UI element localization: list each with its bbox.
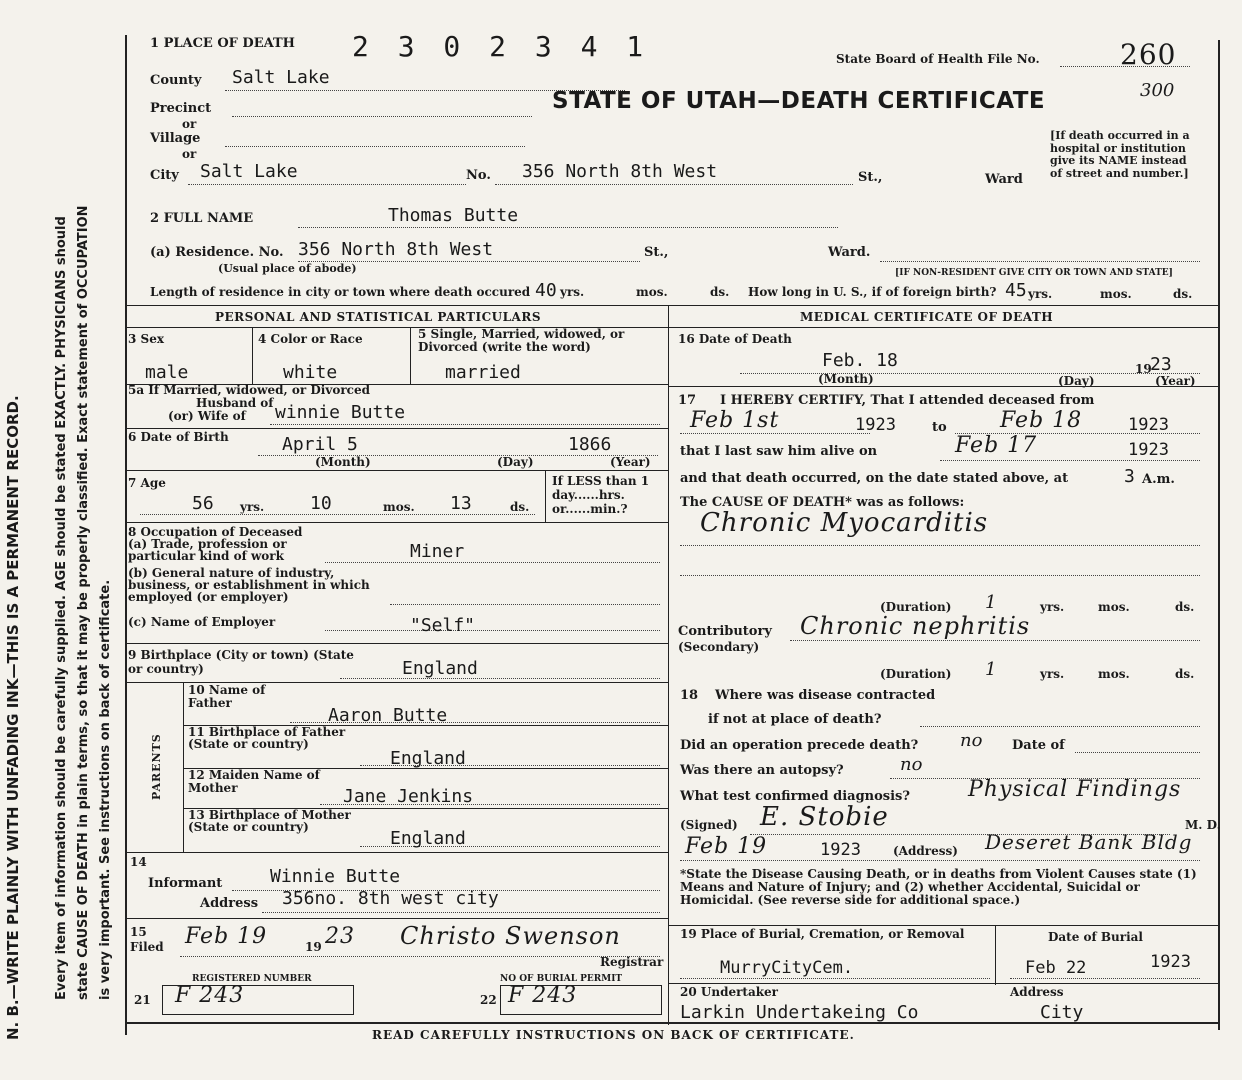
mother-birthplace-value: England: [390, 828, 466, 849]
registrar-label: Registrar: [600, 955, 664, 969]
death-year-label: (Year): [1155, 374, 1196, 388]
county-value: Salt Lake: [232, 67, 330, 88]
burial-year: 1923: [1150, 952, 1191, 972]
dob-year-label: (Year): [610, 455, 651, 469]
age-label: 7 Age: [128, 476, 166, 490]
last-saw-date: Feb 17: [955, 433, 1038, 458]
duration-label-1: (Duration): [880, 600, 952, 614]
us-residence-value: 45: [1005, 280, 1027, 301]
father-birthplace-value: England: [390, 748, 466, 769]
residence-street-label: St.,: [644, 245, 669, 260]
us-yrs-label: yrs.: [1028, 287, 1053, 301]
occupation-label: 8 Occupation of Deceased: [128, 525, 303, 539]
operation-label: Did an operation precede death?: [680, 738, 919, 753]
filed-label: Filed: [130, 940, 164, 954]
color-value: white: [283, 362, 338, 383]
sex-value: male: [145, 362, 189, 383]
contributory-cause: Chronic nephritis: [800, 612, 1031, 640]
physician-address-label: (Address): [893, 844, 958, 858]
length-ds-label: ds.: [710, 285, 730, 299]
duration-value-2: 1: [985, 659, 997, 680]
ward-label: Ward: [985, 172, 1023, 187]
burial-permit-label: NO OF BURIAL PERMIT: [500, 974, 623, 984]
undertaker-value: Larkin Undertakeing Co: [680, 1002, 919, 1023]
footer-instructions: READ CAREFULLY INSTRUCTIONS ON BACK OF CERTIFICATE.: [372, 1028, 855, 1042]
nonresident-note: [IF NON-RESIDENT GIVE CITY OR TOWN AND STATE]: [895, 268, 1173, 278]
age-yrs-label: yrs.: [240, 500, 265, 514]
certify-text: I HEREBY CERTIFY, That I attended deceased from: [720, 393, 1095, 408]
physician-address: Deseret Bank Bldg: [985, 830, 1193, 854]
village-label: Village: [150, 131, 201, 146]
undertaker-label: 20 Undertaker: [680, 985, 779, 999]
age-days: 13: [450, 493, 472, 514]
occupation-b-label: (b) General nature of industry, business, or establishment in which employed (or employer): [128, 566, 370, 604]
us-ds-label: ds.: [1173, 287, 1193, 301]
attended-to: Feb 18: [1000, 408, 1083, 433]
dob-month-day: April 5: [282, 434, 358, 455]
side-notice-2: Every item of information should be carefully supplied. AGE should be stated EXACTLY. PHYSICIANS should: [54, 216, 69, 1000]
birthplace-value: England: [402, 658, 478, 679]
us-mos-label: mos.: [1100, 287, 1132, 301]
age-ds-label: ds.: [510, 500, 530, 514]
last-saw-label: that I last saw him alive on: [680, 444, 878, 459]
employer-value: "Self": [410, 615, 476, 636]
mother-birthplace-label: 13 Birthplace of Mother (State or country): [188, 808, 351, 834]
registered-number-label: REGISTERED NUMBER: [192, 974, 312, 984]
full-name-label: 2 FULL NAME: [150, 211, 254, 226]
attended-from-year: 1923: [855, 415, 896, 435]
occurred-text: and that death occurred, on the date stated above, at: [680, 471, 1069, 486]
birthplace-label: 9 Birthplace (City or town) (State or country): [128, 648, 354, 676]
cause-instructions-note: *State the Disease Causing Death, or in deaths from Violent Causes state (1) Means and Nature of Injury; and (2) whether Accidental, Suicidal or Homicidal. (See reverse side for additional space.): [680, 867, 1197, 907]
signed-year: 1923: [820, 840, 861, 860]
duration-mos-1: mos.: [1098, 600, 1130, 614]
filed-date: Feb 19: [185, 924, 268, 949]
length-yrs-label: yrs.: [560, 285, 585, 299]
street-address: 356 North 8th West: [522, 161, 718, 182]
contracted-number: 18: [680, 688, 699, 703]
dob-year: 1866: [568, 434, 612, 455]
duration-ds-2: ds.: [1175, 667, 1195, 681]
duration-ds-1: ds.: [1175, 600, 1195, 614]
city-label: City: [150, 168, 179, 183]
spouse-label-1: 5a If Married, widowed, or Divorced: [128, 383, 370, 397]
dob-day-label: (Day): [497, 455, 534, 469]
age-years: 56: [192, 493, 214, 514]
autopsy-label: Was there an autopsy?: [680, 763, 844, 778]
side-notice-1: N. B.—WRITE PLAINLY WITH UNFADING INK—THIS IS A PERMANENT RECORD.: [4, 395, 22, 1040]
informant-address-label: Address: [200, 896, 259, 911]
informant-value: Winnie Butte: [270, 866, 401, 887]
informant-label: Informant: [148, 876, 223, 891]
color-label: 4 Color or Race: [258, 332, 363, 346]
attended-from: Feb 1st: [690, 408, 780, 433]
county-label: County: [150, 73, 202, 88]
death-day-label: (Day): [1058, 374, 1095, 388]
side-notice-3: state CAUSE OF DEATH in plain terms, so that it may be properly classified. Exact statement of OCCUPATION: [76, 205, 91, 1000]
contributory-label: Contributory: [678, 624, 772, 639]
secondary-label: (Secondary): [678, 640, 760, 654]
last-saw-year: 1923: [1128, 440, 1169, 460]
age-months: 10: [310, 493, 332, 514]
precinct-label: Precinct: [150, 101, 212, 116]
operation-value: no: [960, 730, 983, 751]
parents-label: PARENTS: [150, 733, 163, 800]
burial-place: MurryCityCem.: [720, 958, 854, 978]
informant-number: 14: [130, 855, 147, 869]
filed-number: 15: [130, 925, 147, 939]
death-month-label: (Month): [818, 372, 874, 386]
operation-date-label: Date of: [1012, 738, 1065, 753]
father-value: Aaron Butte: [328, 705, 448, 726]
death-time: 3: [1124, 466, 1135, 487]
not-place-label: if not at place of death?: [708, 712, 882, 727]
occupation-a-label: (a) Trade, profession or particular kind of work: [128, 537, 287, 563]
duration-mos-2: mos.: [1098, 667, 1130, 681]
death-year: 23: [1150, 354, 1172, 375]
usual-abode-label: (Usual place of abode): [218, 262, 357, 275]
burial-date: Feb 22: [1025, 958, 1087, 978]
less-than-label: If LESS than 1 day......hrs. or......min.?: [552, 474, 650, 516]
registrar-signature: Christo Swenson: [400, 922, 621, 950]
or-label-1: or: [182, 117, 197, 131]
father-birthplace-label: 11 Birthplace of Father (State or country): [188, 725, 346, 751]
length-residence-label: Length of residence in city or town where death occured: [150, 285, 531, 299]
attended-to-year: 1923: [1128, 415, 1169, 435]
place-of-death-label: 1 PLACE OF DEATH: [150, 36, 295, 51]
signed-label: (Signed): [680, 818, 738, 832]
spouse-value: winnie Butte: [275, 402, 406, 423]
side-notice-4: is very important. See instructions on back of certificate.: [98, 579, 113, 1000]
registered-number: F 243: [175, 983, 245, 1008]
duration-yrs-2: yrs.: [1040, 667, 1065, 681]
death-am: A.m.: [1142, 472, 1175, 487]
cause-of-death: Chronic Myocarditis: [700, 508, 989, 538]
residence-ward-label: Ward.: [828, 245, 871, 260]
undertaker-address: City: [1040, 1002, 1084, 1023]
hospital-note: [If death occurred in a hospital or institution give its NAME instead of street and number.]: [1050, 129, 1190, 180]
physician-signature: E. Stobie: [760, 802, 889, 832]
mother-value: Jane Jenkins: [343, 786, 474, 807]
street-no-label: No.: [466, 168, 491, 183]
father-label: 10 Name of Father: [188, 683, 266, 710]
informant-address: 356no. 8th west city: [282, 888, 499, 909]
duration-label-2: (Duration): [880, 667, 952, 681]
city-value: Salt Lake: [200, 161, 298, 182]
file-number: 260: [1120, 38, 1177, 71]
occupation-value: Miner: [410, 541, 465, 562]
spouse-label-3: (or) Wife of: [168, 409, 246, 423]
filed-year: 23: [325, 924, 355, 949]
dob-label: 6 Date of Birth: [128, 430, 229, 444]
certify-number: 17: [678, 393, 697, 408]
sex-label: 3 Sex: [128, 332, 164, 346]
filed-year-prefix: 19: [305, 940, 322, 954]
or-label-2: or: [182, 147, 197, 161]
autopsy-value: no: [900, 754, 923, 775]
signed-date: Feb 19: [685, 834, 768, 859]
burial-permit-number: F 243: [508, 983, 578, 1008]
cause-label: The CAUSE OF DEATH* was as follows:: [680, 495, 965, 510]
marital-label: 5 Single, Married, widowed, or Divorced (write the word): [418, 327, 625, 354]
residence-value: 356 North 8th West: [298, 239, 494, 260]
burial-permit-prefix: 22: [480, 993, 497, 1007]
dob-month-label: (Month): [315, 455, 371, 469]
test-value: Physical Findings: [968, 777, 1182, 802]
employer-label: (c) Name of Employer: [128, 615, 276, 629]
certificate-title: STATE OF UTAH—DEATH CERTIFICATE: [552, 88, 1046, 114]
duration-value-1: 1: [985, 592, 997, 613]
burial-place-label: 19 Place of Burial, Cremation, or Removal: [680, 927, 965, 941]
full-name-value: Thomas Butte: [388, 205, 519, 226]
md-label: M. D.: [1185, 818, 1221, 832]
age-mos-label: mos.: [383, 500, 415, 514]
death-year-prefix: 19: [1135, 362, 1152, 376]
burial-date-label: Date of Burial: [1048, 930, 1143, 944]
length-residence-value: 40: [535, 280, 557, 301]
medical-heading: MEDICAL CERTIFICATE OF DEATH: [800, 310, 1054, 324]
duration-yrs-1: yrs.: [1040, 600, 1065, 614]
to-label: to: [932, 420, 947, 435]
reg-number-prefix: 21: [134, 993, 151, 1007]
mother-label: 12 Maiden Name of Mother: [188, 768, 320, 795]
street-label: St.,: [858, 170, 883, 185]
marital-value: married: [445, 362, 521, 383]
file-note: 300: [1140, 80, 1175, 101]
contracted-label: Where was disease contracted: [715, 688, 936, 703]
death-month-day: Feb. 18: [822, 350, 898, 371]
test-label: What test confirmed diagnosis?: [680, 789, 910, 804]
length-mos-label: mos.: [636, 285, 668, 299]
file-number-label: State Board of Health File No.: [836, 52, 1040, 66]
us-residence-label: How long in U. S., if of foreign birth?: [748, 285, 997, 299]
death-date-label: 16 Date of Death: [678, 332, 792, 346]
undertaker-address-label: Address: [1010, 985, 1064, 999]
spouse-label-2: Husband of: [196, 396, 274, 410]
residence-label: (a) Residence. No.: [150, 245, 284, 260]
personal-heading: PERSONAL AND STATISTICAL PARTICULARS: [215, 310, 542, 324]
stamp-number: 2 3 0 2 3 4 1: [352, 30, 650, 63]
